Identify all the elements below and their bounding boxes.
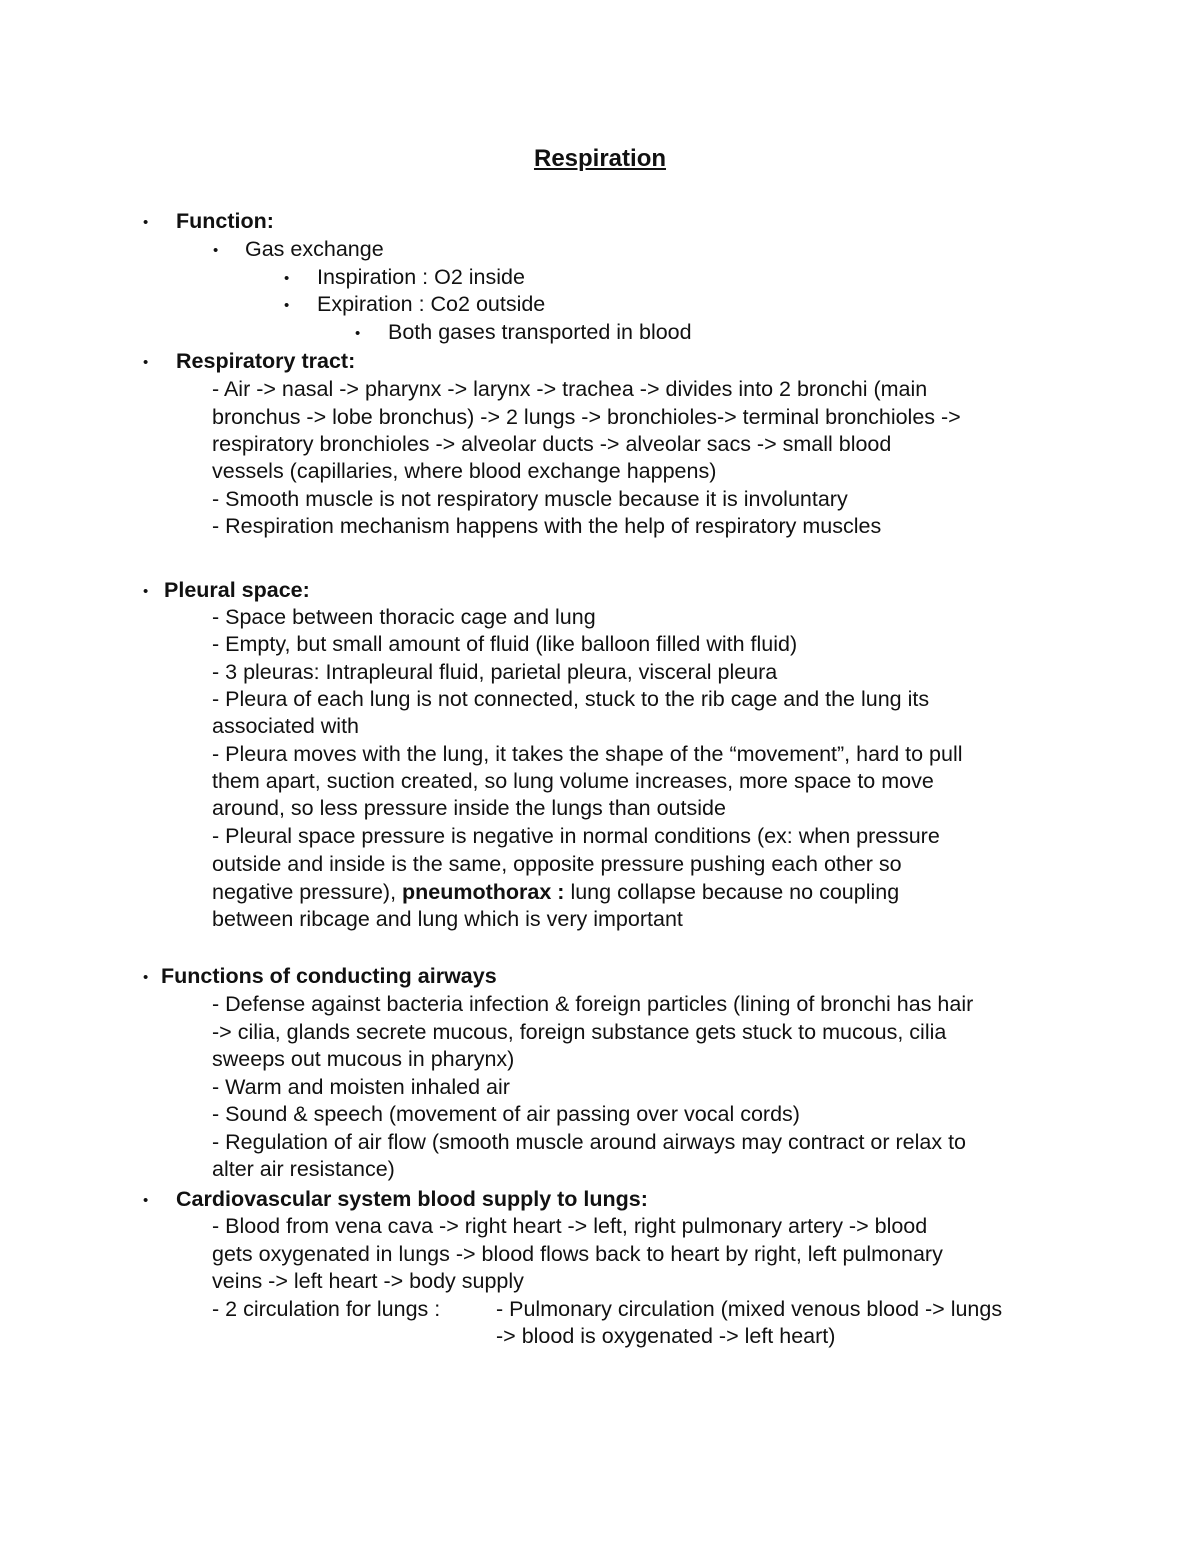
text-line: bronchus -> lobe bronchus) -> 2 lungs -> bronchioles-> terminal bronchioles -> [212, 405, 961, 429]
text-line: - Sound & speech (movement of air passing over vocal cords) [212, 1102, 800, 1126]
text-line: - Warm and moisten inhaled air [212, 1075, 510, 1099]
list-item: Both gases transported in blood [388, 320, 692, 344]
text-line: - Pleural space pressure is negative in normal conditions (ex: when pressure [212, 824, 940, 848]
text-fragment: negative pressure), [212, 880, 403, 904]
text-line: - Pleura of each lung is not connected, stuck to the rib cage and the lung its [212, 687, 930, 711]
text-line: - Respiration mechanism happens with the help of respiratory muscles [212, 514, 882, 538]
bullet-icon: • [284, 297, 290, 314]
bullet-icon: • [143, 354, 149, 371]
text-line: - Air -> nasal -> pharynx -> larynx -> trachea -> divides into 2 bronchi (main [212, 377, 928, 401]
bullet-icon: • [143, 583, 149, 600]
text-line: - Smooth muscle is not respiratory muscle because it is involuntary [212, 487, 848, 511]
text-line: between ribcage and lung which is very important [212, 907, 683, 931]
text-line: sweeps out mucous in pharynx) [212, 1047, 515, 1071]
circulation-value: - Pulmonary circulation (mixed venous blood -> lungs [496, 1297, 1003, 1321]
text-line: gets oxygenated in lungs -> blood flows back to heart by right, left pulmonary [212, 1242, 943, 1266]
text-line: - Blood from vena cava -> right heart -> left, right pulmonary artery -> blood [212, 1214, 928, 1238]
text-line: - Empty, but small amount of fluid (like balloon filled with fluid) [212, 632, 798, 656]
circulation-label: - 2 circulation for lungs : [212, 1297, 441, 1321]
list-item: Gas exchange [245, 237, 384, 261]
bullet-icon: • [355, 325, 361, 342]
text-line: alter air resistance) [212, 1157, 395, 1181]
section-heading-function: Function: [176, 209, 274, 233]
bullet-icon: • [143, 214, 149, 231]
text-fragment: lung collapse because no coupling [564, 880, 900, 904]
list-item: Expiration : Co2 outside [317, 292, 546, 316]
section-heading-respiratory-tract: Respiratory tract: [176, 349, 356, 373]
text-line: - Defense against bacteria infection & foreign particles (lining of bronchi has hair [212, 992, 974, 1016]
text-line: - 3 pleuras: Intrapleural fluid, parietal pleura, visceral pleura [212, 660, 778, 684]
text-line: around, so less pressure inside the lungs than outside [212, 796, 726, 820]
text-line: veins -> left heart -> body supply [212, 1269, 524, 1293]
bullet-icon: • [143, 1192, 149, 1209]
text-line: -> cilia, glands secrete mucous, foreign substance gets stuck to mucous, cilia [212, 1020, 947, 1044]
page-title: Respiration [533, 145, 667, 172]
bullet-icon: • [213, 242, 219, 259]
bullet-icon: • [284, 270, 290, 287]
text-line: respiratory bronchioles -> alveolar ducts -> alveolar sacs -> small blood [212, 432, 892, 456]
text-line: them apart, suction created, so lung volume increases, more space to move [212, 769, 934, 793]
text-line: - Pleura moves with the lung, it takes the shape of the “movement”, hard to pull [212, 742, 963, 766]
bullet-icon: • [143, 969, 149, 986]
list-item: Inspiration : O2 inside [317, 265, 525, 289]
text-line: - Space between thoracic cage and lung [212, 605, 596, 629]
text-line: associated with [212, 714, 359, 738]
text-line [212, 879, 899, 907]
section-heading-conducting-airways: Functions of conducting airways [161, 964, 497, 988]
text-line: vessels (capillaries, where blood exchange happens) [212, 459, 717, 483]
section-heading-pleural-space: Pleural space: [164, 578, 310, 602]
section-heading-cardiovascular: Cardiovascular system blood supply to lungs: [176, 1187, 648, 1211]
circulation-value: -> blood is oxygenated -> left heart) [496, 1324, 836, 1348]
text-line: - Regulation of air flow (smooth muscle around airways may contract or relax to [212, 1130, 967, 1154]
pneumothorax-term: pneumothorax : [402, 880, 565, 904]
text-line: outside and inside is the same, opposite pressure pushing each other so [212, 852, 902, 876]
